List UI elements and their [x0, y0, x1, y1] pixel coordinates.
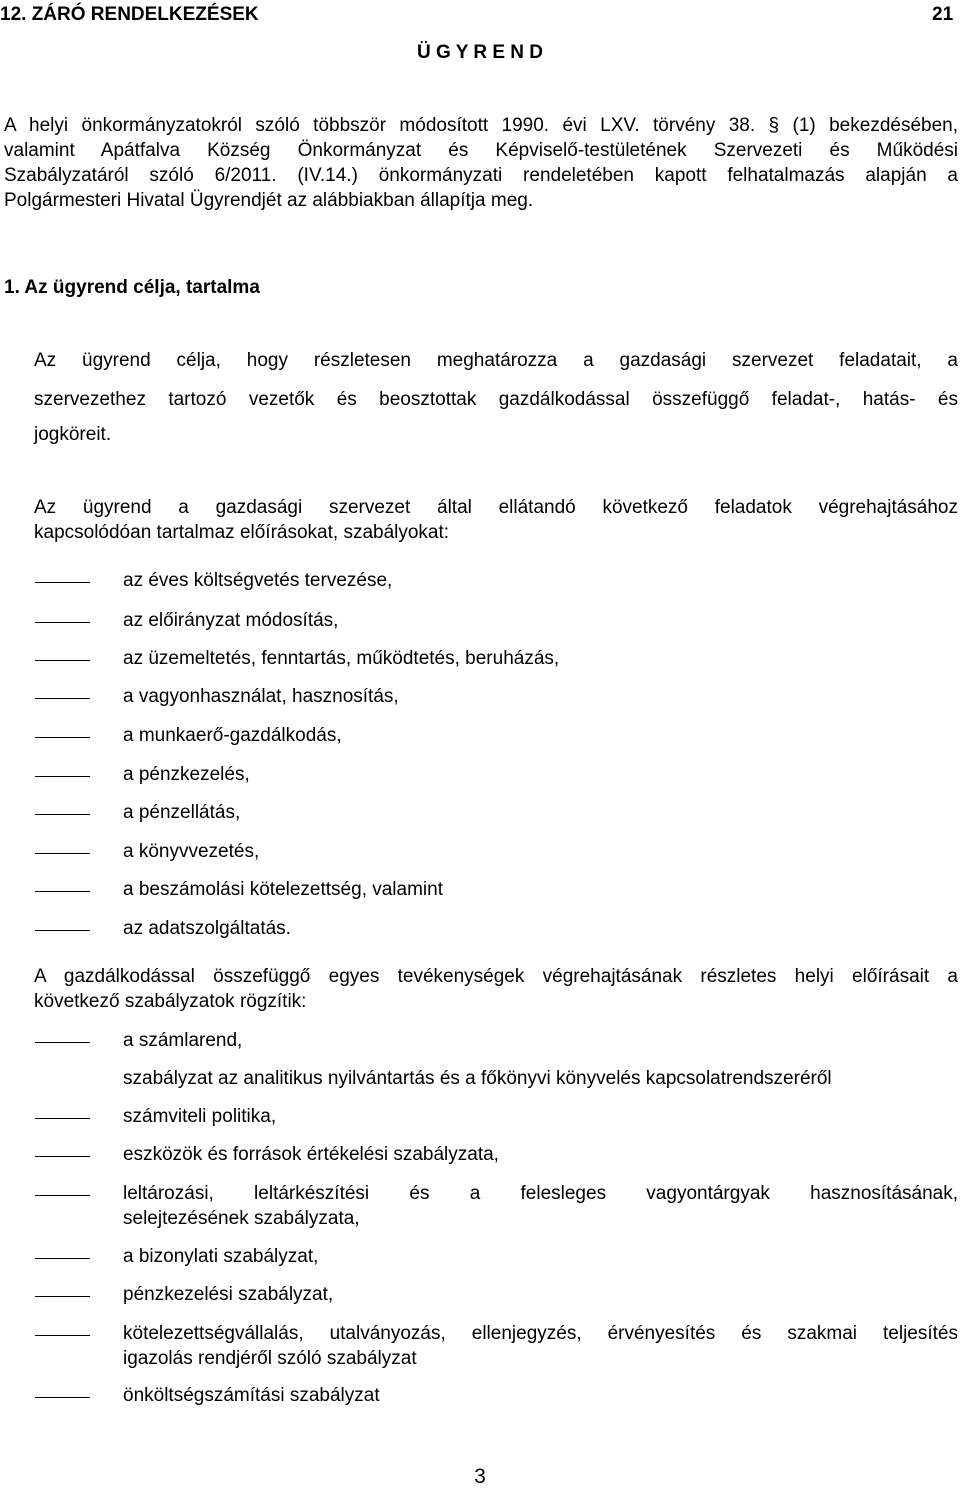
dash-bullet-icon — [35, 853, 90, 854]
dash-bullet-icon — [35, 1296, 90, 1297]
dash-bullet-icon — [35, 1156, 90, 1157]
page-number: 3 — [474, 1465, 486, 1488]
document-title: Ü G Y R E N D — [417, 42, 543, 63]
dash-bullet-icon — [35, 1118, 90, 1119]
paragraph-line: jogköreit. — [34, 424, 112, 445]
paragraph-line: kapcsolódóan tartalmaz előírásokat, szabályokat: — [34, 522, 450, 543]
dash-bullet-icon — [35, 776, 90, 777]
list-item: a számlarend, — [123, 1030, 243, 1051]
list-item: az előirányzat módosítás, — [123, 610, 339, 631]
intro-line: Szabályzatáról szóló 6/2011. (IV.14.) önkormányzati rendeletében kapott felhatalmazás alapján a — [4, 165, 958, 186]
dash-bullet-icon — [35, 930, 90, 931]
list-item: számviteli politika, — [123, 1106, 277, 1127]
dash-bullet-icon — [35, 1335, 90, 1336]
list-item: az üzemeltetés, fenntartás, működtetés, beruházás, — [123, 648, 560, 669]
dash-bullet-icon — [35, 1195, 90, 1196]
list-item: a könyvvezetés, — [123, 841, 260, 862]
dash-bullet-icon — [35, 1042, 90, 1043]
section-heading: 12. ZÁRÓ RENDELKEZÉSEK — [0, 4, 259, 25]
dash-bullet-icon — [35, 582, 90, 583]
section-1-heading: 1. Az ügyrend célja, tartalma — [4, 277, 260, 298]
paragraph-line: Az ügyrend célja, hogy részletesen meghatározza a gazdasági szervezet feladatait, a — [34, 350, 958, 371]
dash-bullet-icon — [35, 737, 90, 738]
list-item: pénzkezelési szabályzat, — [123, 1284, 334, 1305]
dash-bullet-icon — [35, 1258, 90, 1259]
list-item: a vagyonhasználat, hasznosítás, — [123, 686, 399, 707]
list-item: szabályzat az analitikus nyilvántartás és a főkönyvi könyvelés kapcsolatrendszeréről — [123, 1068, 832, 1089]
dash-bullet-icon — [35, 1397, 90, 1398]
list-item: a pénzkezelés, — [123, 764, 250, 785]
paragraph-line: Az ügyrend a gazdasági szervezet által ellátandó következő feladatok végrehajtásához — [34, 497, 958, 518]
paragraph-line: A gazdálkodással összefüggő egyes tevékenységek végrehajtásának részletes helyi előírásait a — [34, 966, 958, 987]
page-ref: 21 — [932, 4, 954, 25]
intro-line: A helyi önkormányzatokról szóló többször módosított 1990. évi LXV. törvény 38. § (1) bekezdésében, — [4, 115, 958, 136]
dash-bullet-icon — [35, 698, 90, 699]
list-item-continuation: selejtezésének szabályzata, — [123, 1208, 360, 1229]
list-item: a munkaerő-gazdálkodás, — [123, 725, 342, 746]
paragraph-line: szervezethez tartozó vezetők és beosztottak gazdálkodással összefüggő feladat-, hatás- és — [34, 389, 958, 410]
dash-bullet-icon — [35, 891, 90, 892]
list-item-continuation: igazolás rendjéről szóló szabályzat — [123, 1348, 417, 1369]
list-item: az adatszolgáltatás. — [123, 918, 291, 939]
list-item: a bizonylati szabályzat, — [123, 1246, 319, 1267]
list-item: az éves költségvetés tervezése, — [123, 570, 393, 591]
dash-bullet-icon — [35, 622, 90, 623]
list-item: eszközök és források értékelési szabályzata, — [123, 1144, 499, 1165]
dash-bullet-icon — [35, 660, 90, 661]
intro-line: valamint Apátfalva Község Önkormányzat és Képviselő-testületének Szervezeti és Működési — [4, 140, 958, 161]
list-item: kötelezettségvállalás, utalványozás, ellenjegyzés, érvényesítés és szakmai teljesítés — [123, 1323, 958, 1344]
intro-line: Polgármesteri Hivatal Ügyrendjét az alábbiakban állapítja meg. — [4, 190, 534, 211]
list-item: a beszámolási kötelezettség, valamint — [123, 879, 443, 900]
paragraph-line: következő szabályzatok rögzítik: — [34, 991, 307, 1012]
list-item: önköltségszámítási szabályzat — [123, 1385, 380, 1406]
dash-bullet-icon — [35, 814, 90, 815]
list-item: a pénzellátás, — [123, 802, 241, 823]
list-item: leltározási, leltárkészítési és a felesleges vagyontárgyak hasznosításának, — [123, 1183, 958, 1204]
